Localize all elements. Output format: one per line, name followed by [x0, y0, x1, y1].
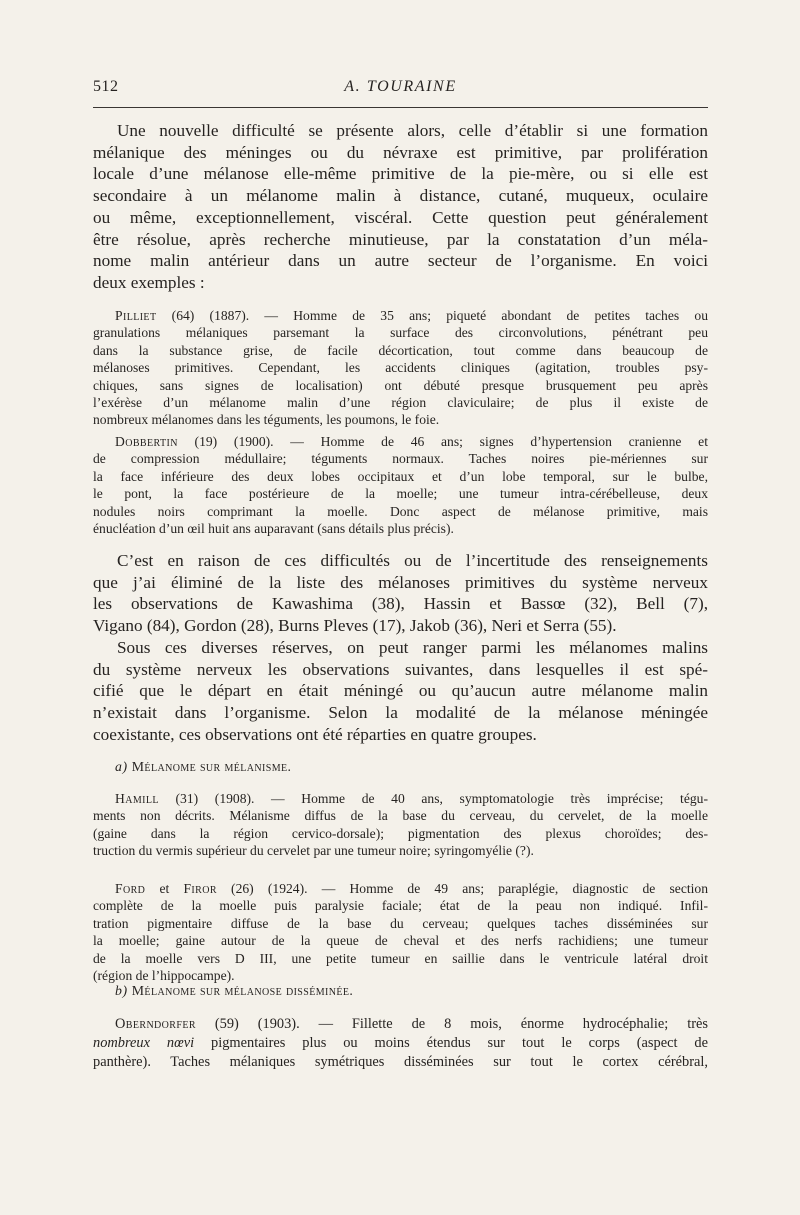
author-name: Oberndorfer [115, 1016, 196, 1032]
author-name: Dobbertin [115, 434, 178, 449]
text-line: Une nouvelle difficulté se présente alors, celle d’établir si une formation [117, 121, 708, 140]
section-letter: a) [115, 759, 128, 774]
text-segment: Homme de 46 ans; signes d’hypertension cranienne et [320, 434, 708, 449]
text-line: (gaine dans la région cervico-dorsale); pigmentation des plexus choroïdes; des- [93, 825, 708, 841]
text-line: chiques, sans signes de localisation) ont débuté presque brusquement peu après [93, 377, 708, 393]
text-line: dans la substance grise, de facile décortication, tout comme dans beaucoup de [93, 342, 708, 358]
citation: (19) (1900). — [177, 434, 321, 449]
text-line: (région de l’hippocampe). [93, 968, 235, 984]
text-line: la face inférieure des deux lobes occipitaux et d’un lobe temporal, sur le bulbe, [93, 468, 708, 484]
text-line: cifié que le départ en était méningé ou qu’aucun autre mélanome malin [93, 681, 708, 701]
author-name: Pilliet [115, 308, 157, 323]
text-line: énucléation d’un œil huit ans auparavant (sans détails plus précis). [93, 521, 454, 537]
citation: (64) (1887). — [156, 308, 294, 323]
text-line: nodules noirs comprimant la moelle. Donc aspect de mélanose primitive, mais [93, 503, 708, 519]
text-segment: et [145, 881, 184, 896]
text-line: coexistante, ces observations ont été réparties en quatre groupes. [93, 724, 537, 744]
text-line: panthère). Taches mélaniques symétriques disséminées sur tout le cortex cérébral, [93, 1053, 708, 1070]
paragraph-intro [93, 120, 708, 294]
text-line: être résolue, après recherche minutieuse, par la constatation d’un méla- [93, 229, 708, 249]
text-line [93, 880, 708, 897]
text-segment: pigmentaires plus ou moins étendus sur tout le corps (aspect de [194, 1034, 708, 1051]
text-line: ments non décrits. Mélanisme diffus de la base du cerveau, du cervelet, de la moelle [93, 808, 708, 824]
section-heading-a [115, 759, 291, 775]
text-line: truction du vermis supérieur du cervelet par une tumeur noire; syringomyélie (?). [93, 843, 534, 859]
text-segment: Homme de 40 ans, symptomatologie très imprécise; tégu- [301, 791, 708, 806]
text-line: mélanique des méninges ou du névraxe est primitive, par prolifération [93, 142, 708, 162]
observation-pilliet [93, 307, 708, 429]
text-line: mélanoses primitives. Cependant, les accidents cliniques (agitation, troubles psy- [93, 360, 708, 376]
text-segment: Fillette de 8 mois, énorme hydrocéphalie; très [351, 1016, 708, 1032]
text-line [93, 1015, 708, 1034]
text-segment: Homme de 49 ans; paraplégie, diagnostic de section [349, 881, 708, 896]
italic-term: nombreux nœvi [93, 1034, 195, 1051]
text-line: nombreux mélanomes dans les téguments, les poumons, le foie. [93, 412, 440, 428]
text-line [93, 433, 708, 450]
text-line: le pont, la face postérieure de la moelle; une tumeur intra-cérébelleuse, deux [93, 486, 708, 502]
citation: (31) (1908). — [158, 791, 302, 806]
text-line: la moelle; gaine autour de la queue de cheval et des nerfs rachidiens; une tumeur [93, 933, 708, 949]
citation: (26) (1924). — [216, 881, 350, 896]
text-line: l’exérèse d’un mélanome malin d’une région claviculaire; de plus il existe de [93, 395, 708, 411]
section-heading-b [115, 983, 353, 999]
text-line: C’est en raison de ces difficultés ou de l’incertitude des renseignements [117, 551, 708, 570]
observation-dobbertin [93, 433, 708, 537]
text-line [93, 1034, 708, 1053]
text-line: Sous ces diverses réserves, on peut ranger parmi les mélanomes malins [117, 637, 708, 657]
author-name: Firor [183, 881, 217, 896]
text-line [93, 307, 708, 324]
text-line: n’existait dans l’organisme. Selon la modalité de la mélanose méningée [93, 702, 708, 722]
text-line: les observations de Kawashima (38), Hassin et Bassœ (32), Bell (7), [93, 594, 708, 614]
observation-hamill [93, 790, 708, 860]
author-name: Hamill [115, 791, 159, 806]
text-line: ou même, exceptionnellement, viscéral. Cette question peut généralement [93, 207, 708, 227]
section-title: Mélanome sur mélanisme. [131, 759, 292, 774]
text-line: complète de la moelle puis paralysie faciale; état de la peau non indiqué. Infil- [93, 898, 708, 914]
observation-oberndorfer [93, 1015, 708, 1071]
paragraph-exclusions [93, 550, 708, 745]
text-line: de la moelle vers D III, une petite tumeur en saillie dans le ventricule latéral droit [93, 950, 708, 966]
text-line: du système nerveux les observations suivantes, dans lesquelles il est spé- [93, 659, 708, 679]
section-letter: b) [115, 983, 128, 998]
text-line: de compression médullaire; téguments normaux. Taches noires pie-mériennes sur [93, 451, 708, 467]
running-header [93, 78, 708, 100]
author-name: Ford [115, 881, 146, 896]
text-line: locale d’une mélanose elle-même primitive de la pie-mère, ou si elle est [93, 164, 708, 184]
text-line: secondaire à un mélanome malin à distance, cutané, muqueux, oculaire [93, 186, 708, 206]
text-line: Vigano (84), Gordon (28), Burns Pleves (17), Jakob (36), Neri et Serra (55). [93, 616, 617, 636]
text-line: que j’ai éliminé de la liste des mélanoses primitives du système nerveux [93, 572, 708, 592]
citation: (59) (1903). — [195, 1016, 352, 1032]
text-segment: Homme de 35 ans; piqueté abondant de petites taches ou [293, 308, 708, 323]
section-title: Mélanome sur mélanose disséminée. [131, 983, 354, 998]
running-title: A. TOURAINE [344, 78, 457, 95]
text-line: granulations mélaniques parsemant la surface des circonvolutions, pénétrant peu [93, 325, 708, 341]
text-line [93, 790, 708, 807]
header-rule [93, 107, 708, 108]
text-line: deux exemples : [93, 272, 205, 292]
text-line: tration pigmentaire diffuse de la base du cerveau; quelques taches disséminées sur [93, 915, 708, 931]
page-number: 512 [93, 78, 119, 95]
observation-ford-firor [93, 880, 708, 984]
text-line: nome malin antérieur dans un autre secteur de l’organisme. En voici [93, 251, 708, 271]
